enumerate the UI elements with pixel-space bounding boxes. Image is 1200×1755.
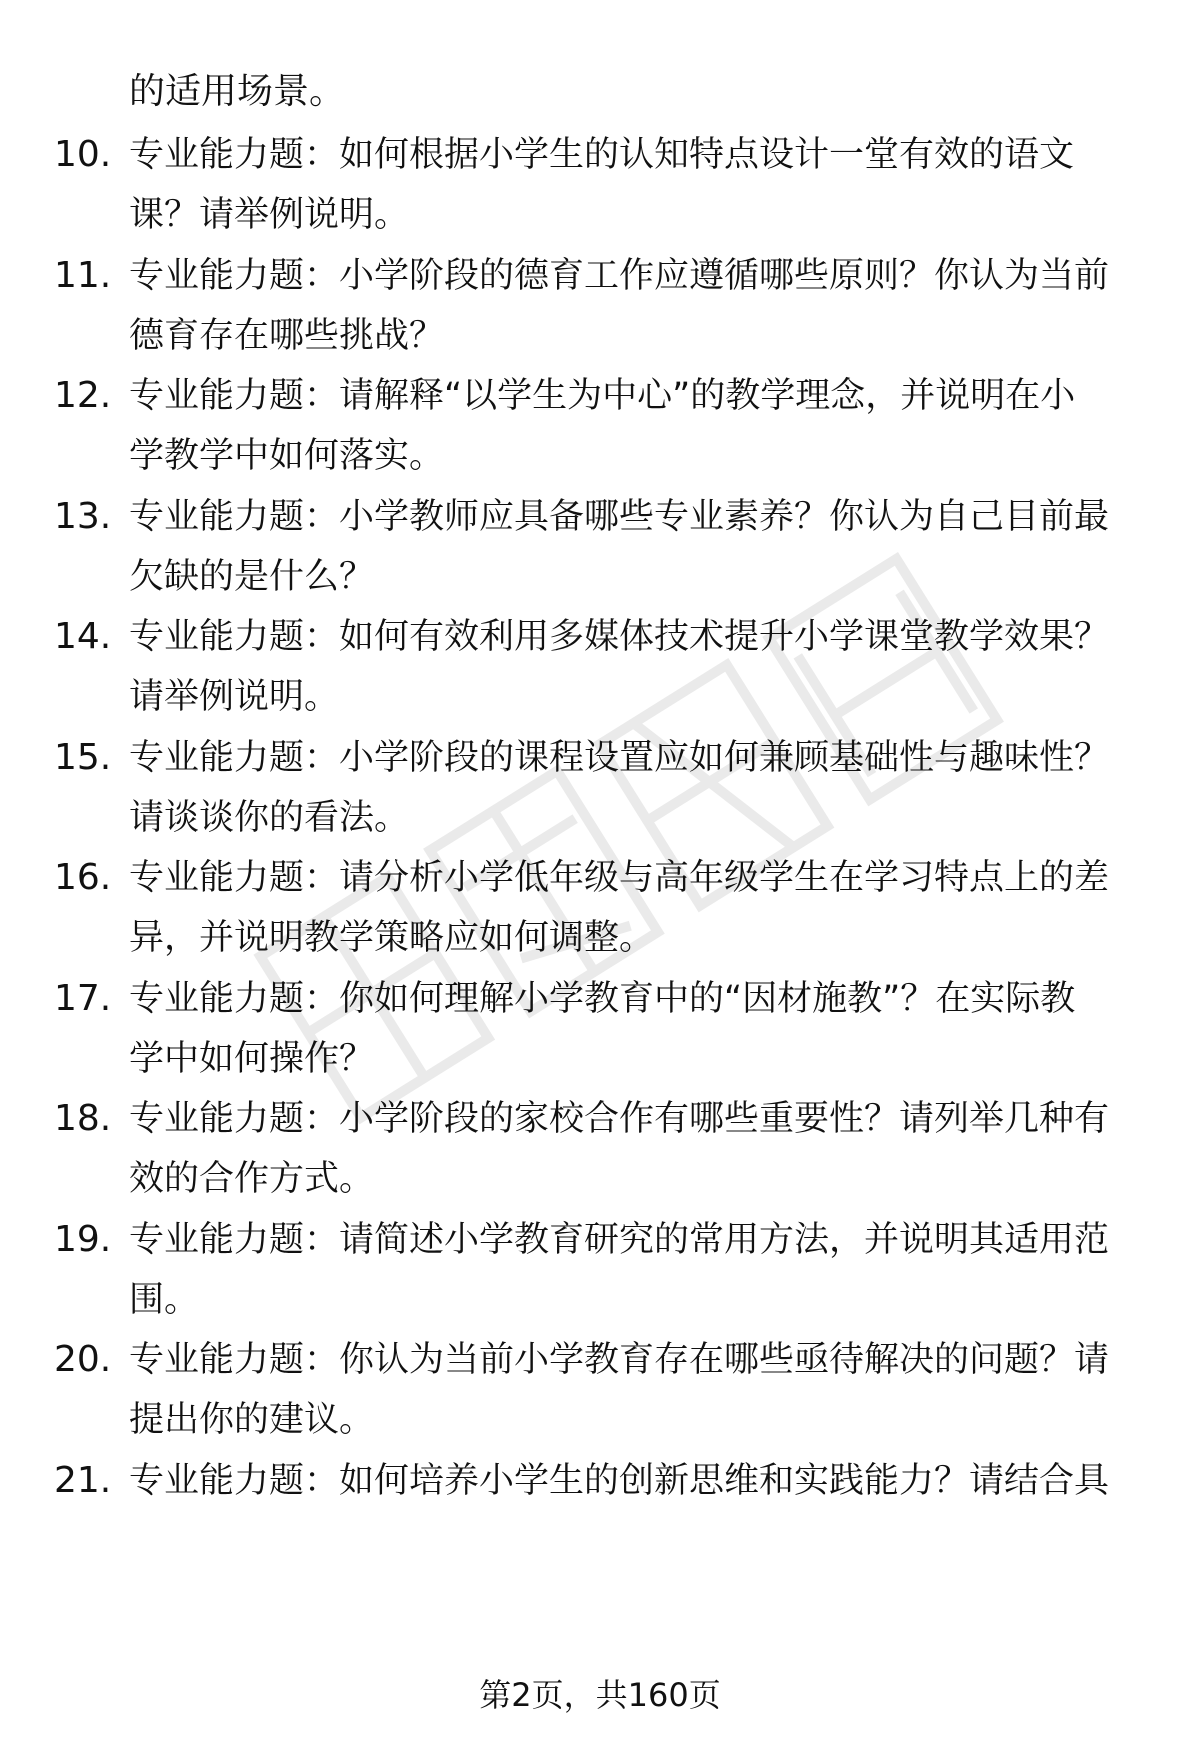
question-text <box>129 1451 1139 1511</box>
question-line: 专业能力题：小学阶段的课程设置应如何兼顾基础性与趣味性？ <box>129 737 1110 778</box>
question-line: 提出你的建议。 <box>129 1400 375 1440</box>
question-number: 21. <box>54 1459 112 1501</box>
question-number: 20. <box>54 1339 112 1380</box>
question-line: 请谈谈你的看法。 <box>129 797 410 838</box>
page-footer: 第2页，共160页 <box>479 1676 721 1714</box>
question-line: 专业能力题：你认为当前小学教育存在哪些亟待解决的问题？请 <box>129 1340 1110 1380</box>
question-text <box>129 1210 1139 1330</box>
question-text <box>129 969 1139 1089</box>
question-number: 10. <box>54 134 112 175</box>
question-line: 专业能力题：小学教师应具备哪些专业素养？你认为自己目前最 <box>129 496 1110 537</box>
question-number: 13. <box>54 495 112 537</box>
question-text <box>129 487 1139 607</box>
question-line: 异，并说明教学策略应如何调整。 <box>129 918 655 958</box>
question-number: 19. <box>54 1218 112 1260</box>
question-number: 18. <box>54 1098 112 1139</box>
question-line: 课？请举例说明。 <box>129 195 410 235</box>
question-line: 欠缺的是什么？ <box>129 556 375 597</box>
question-line: 专业能力题：如何根据小学生的认知特点设计一堂有效的语文 <box>129 135 1075 175</box>
question-line: 专业能力题：请解释“以学生为中心”的教学理念，并说明在小 <box>129 376 1076 416</box>
question-line: 专业能力题：小学阶段的德育工作应遵循哪些原则？你认为当前 <box>129 255 1110 296</box>
continuation-text: 的适用场景。 <box>129 71 346 112</box>
question-number: 11. <box>54 254 112 296</box>
question-number: 15. <box>54 736 112 778</box>
question-text <box>129 607 1139 727</box>
question-line: 效的合作方式。 <box>129 1159 375 1199</box>
question-line: 专业能力题：如何培养小学生的创新思维和实践能力？请结合具 <box>129 1460 1110 1501</box>
question-text <box>129 125 1139 245</box>
question-text <box>129 728 1139 848</box>
question-line: 专业能力题：请简述小学教育研究的常用方法，并说明其适用范 <box>129 1219 1110 1260</box>
question-line: 请举例说明。 <box>129 677 340 717</box>
question-number: 16. <box>54 857 112 898</box>
question-number: 12. <box>54 375 112 416</box>
question-line: 学教学中如何落实。 <box>129 436 445 476</box>
question-line: 围。 <box>129 1279 200 1320</box>
question-number: 17. <box>54 977 112 1019</box>
question-line: 专业能力题：小学阶段的家校合作有哪些重要性？请列举几种有 <box>129 1099 1110 1139</box>
question-number: 14. <box>54 616 112 657</box>
question-text <box>129 246 1139 366</box>
question-line: 专业能力题：如何有效利用多媒体技术提升小学课堂教学效果？ <box>129 617 1110 657</box>
question-text <box>129 1330 1139 1450</box>
question-line: 德育存在哪些挑战？ <box>129 315 445 356</box>
question-text <box>129 1089 1139 1209</box>
question-text <box>129 366 1139 486</box>
question-line: 专业能力题：请分析小学低年级与高年级学生在学习特点上的差 <box>129 858 1110 898</box>
question-text <box>129 848 1139 968</box>
question-line: 专业能力题：你如何理解小学教育中的“因材施教”？在实际教 <box>129 978 1076 1019</box>
question-line: 学中如何操作？ <box>129 1038 375 1079</box>
